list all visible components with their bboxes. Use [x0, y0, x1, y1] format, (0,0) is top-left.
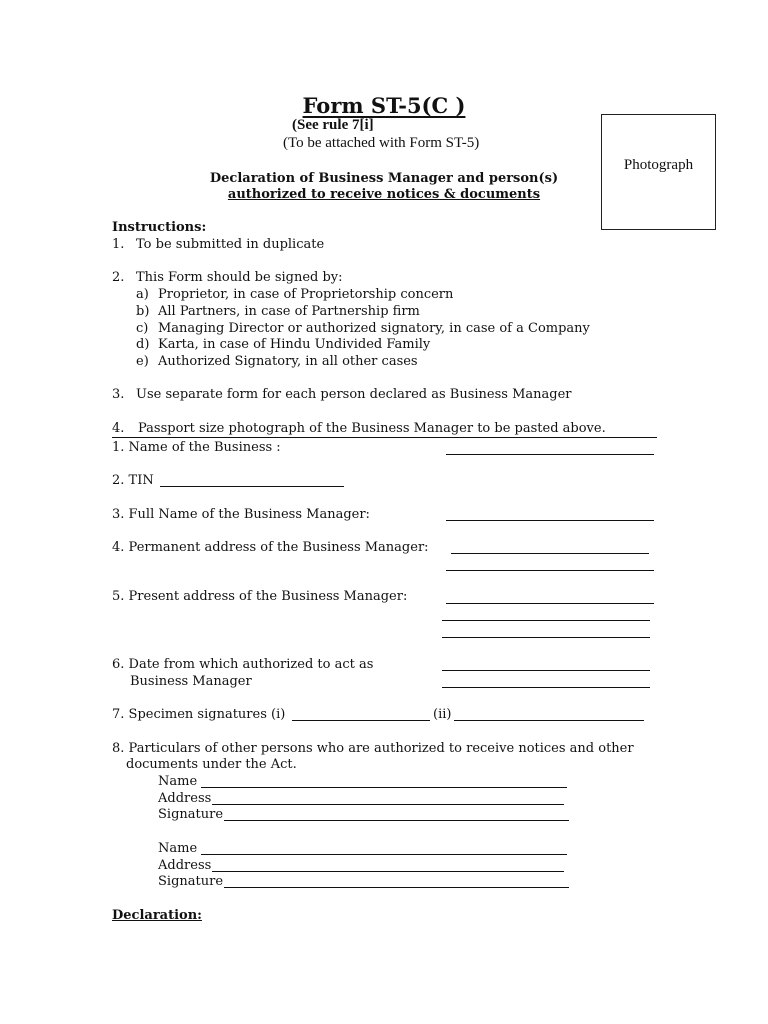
specimen-signature-field-ii[interactable] — [454, 720, 644, 721]
instruction-item-4 — [112, 421, 606, 436]
signer-text: Proprietor, in case of Proprietorship concern — [158, 287, 454, 302]
person-1-name-label: Name — [158, 774, 198, 789]
permanent-address-field-1[interactable] — [451, 553, 649, 554]
instruction-text: Use separate form for each person declared as Business Manager — [136, 387, 572, 402]
signer-item-a — [136, 287, 454, 302]
instruction-item-2 — [112, 270, 343, 285]
person-2-name-field[interactable] — [201, 854, 567, 855]
instruction-number: 3. — [112, 387, 125, 402]
present-address-field-2[interactable] — [442, 620, 650, 621]
person-1-signature-field[interactable] — [224, 820, 569, 821]
date-authorized-label-cont: Business Manager — [130, 674, 252, 689]
business-name-label: 1. Name of the Business : — [112, 440, 281, 455]
signer-text: Managing Director or authorized signatory, in case of a Company — [158, 321, 590, 336]
person-1-signature-label: Signature — [158, 807, 224, 822]
section-divider — [112, 437, 657, 438]
signer-item-c — [136, 321, 590, 336]
instruction-number: 1. — [112, 237, 125, 252]
date-authorized-field-1[interactable] — [442, 670, 650, 671]
instruction-text: This Form should be signed by: — [136, 270, 343, 285]
instruction-number: 2. — [112, 270, 125, 285]
signer-item-b — [136, 304, 420, 319]
photograph-box — [601, 114, 716, 230]
form-title: Form ST-5(C ) — [302, 93, 466, 118]
person-1-address-label: Address — [158, 791, 212, 806]
date-authorized-field-2[interactable] — [442, 687, 650, 688]
attach-note: (To be attached with Form ST-5) — [283, 135, 480, 151]
person-2-address-field[interactable] — [212, 871, 564, 872]
present-address-field-1[interactable] — [446, 603, 654, 604]
manager-name-field[interactable] — [446, 520, 654, 521]
person-2-address-label: Address — [158, 858, 212, 873]
permanent-address-field-2[interactable] — [446, 570, 654, 571]
signer-text: Karta, in case of Hindu Undivided Family — [158, 337, 431, 352]
photograph-label: Photograph — [623, 157, 694, 173]
date-authorized-label: 6. Date from which authorized to act as — [112, 657, 374, 672]
instruction-text: To be submitted in duplicate — [136, 237, 325, 252]
tin-field[interactable] — [160, 486, 344, 487]
present-address-label: 5. Present address of the Business Manager: — [112, 589, 408, 604]
signer-letter: b) — [136, 304, 150, 319]
particulars-label-cont: documents under the Act. — [126, 757, 297, 772]
person-2-signature-label: Signature — [158, 874, 224, 889]
declaration-heading: Declaration: — [112, 908, 202, 923]
declaration-title-line2: authorized to receive notices & documents — [227, 187, 541, 202]
specimen-ii-label: (ii) — [433, 707, 452, 722]
business-name-field[interactable] — [446, 454, 654, 455]
instruction-item-1 — [112, 237, 325, 252]
specimen-signature-field-i[interactable] — [292, 720, 430, 721]
signer-letter: d) — [136, 337, 150, 352]
signer-letter: c) — [136, 321, 149, 336]
rule-reference: (See rule 7[i] — [292, 117, 374, 133]
instructions-heading: Instructions: — [112, 220, 207, 235]
tin-label: 2. TIN — [112, 473, 154, 488]
declaration-title-line1: Declaration of Business Manager and person(s) — [209, 171, 559, 186]
person-1-name-field[interactable] — [201, 787, 567, 788]
signer-letter: a) — [136, 287, 149, 302]
signer-item-e — [136, 354, 418, 369]
instruction-number: 4. — [112, 421, 125, 436]
instruction-text: Passport size photograph of the Business Manager to be pasted above. — [138, 421, 606, 436]
signer-text: All Partners, in case of Partnership firm — [158, 304, 420, 319]
signer-item-d — [136, 337, 431, 352]
signer-text: Authorized Signatory, in all other cases — [158, 354, 418, 369]
person-2-signature-field[interactable] — [224, 887, 569, 888]
person-1-address-field[interactable] — [212, 804, 564, 805]
permanent-address-label: 4. Permanent address of the Business Manager: — [112, 540, 429, 555]
instruction-item-3 — [112, 387, 572, 402]
present-address-field-3[interactable] — [442, 637, 650, 638]
particulars-label: 8. Particulars of other persons who are authorized to receive notices and other — [112, 741, 634, 756]
signer-letter: e) — [136, 354, 149, 369]
person-2-name-label: Name — [158, 841, 198, 856]
manager-name-label: 3. Full Name of the Business Manager: — [112, 507, 370, 522]
specimen-signatures-label: 7. Specimen signatures (i) — [112, 707, 286, 722]
